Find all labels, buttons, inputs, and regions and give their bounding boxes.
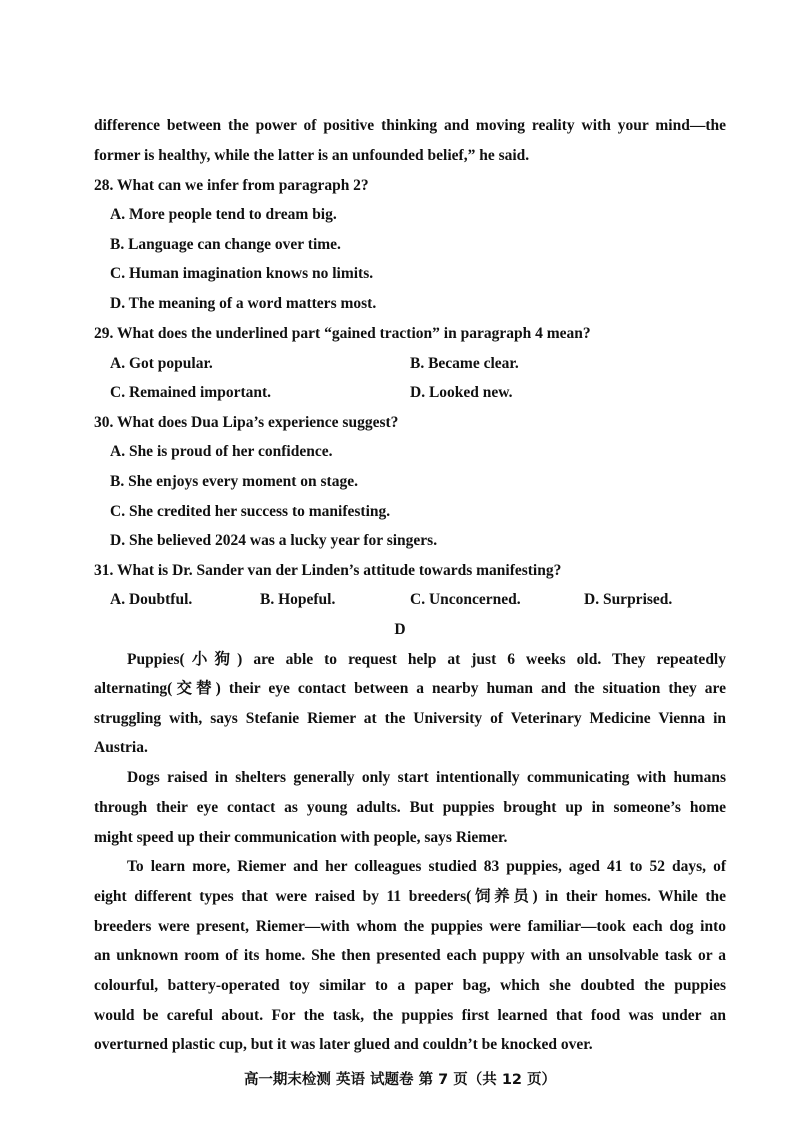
question-31-option-b: B. Hopeful. [260, 591, 336, 608]
paragraph-3-line: an unknown room of its home. She then presented each puppy with an unsolvable task or a [94, 947, 726, 964]
paragraph-1-line: struggling with, says Stefanie Riemer at the University of Veterinary Medicine Vienna in [94, 710, 726, 727]
question-30-option-b: B. She enjoys every moment on stage. [110, 473, 358, 490]
paragraph-2-line: through their eye contact as young adults. But puppies brought up in someone’s home [94, 799, 726, 816]
question-29-option-b: B. Became clear. [410, 355, 519, 372]
question-29-options-row1 [110, 354, 730, 374]
question-28-option-b: B. Language can change over time. [110, 236, 341, 253]
question-30-option-d: D. She believed 2024 was a lucky year for singers. [110, 532, 438, 549]
paragraph-3-line: colourful, battery-operated toy similar to a paper bag, which she doubted the puppies [94, 977, 726, 994]
question-29-options-row2 [110, 383, 730, 403]
paragraph-2-line: Dogs raised in shelters generally only start intentionally communicating with humans [127, 769, 726, 786]
passage-text-line: difference between the power of positive thinking and moving reality with your mind—the [94, 117, 726, 134]
paragraph-1-line: alternating(交替) their eye contact between a nearby human and the situation they are [94, 680, 726, 697]
question-29-option-c: C. Remained important. [110, 384, 272, 401]
paragraph-3-line: would be careful about. For the task, the puppies first learned that food was under an [94, 1007, 726, 1024]
page-footer: 高一期末检测 英语 试题卷 第 7 页（共 12 页） [243, 1072, 557, 1088]
section-heading: D [394, 621, 406, 638]
question-30-option-a: A. She is proud of her confidence. [110, 443, 333, 460]
question-28-stem: 28. What can we infer from paragraph 2? [94, 177, 369, 194]
question-28-option-d: D. The meaning of a word matters most. [110, 295, 377, 312]
paragraph-3-line: breeders were present, Riemer—with whom the puppies were familiar—took each dog into [94, 918, 726, 935]
paragraph-3-line: eight different types that were raised by 11 breeders(饲养员) in their homes. While the [94, 888, 726, 905]
passage-text-line: former is healthy, while the latter is an unfounded belief,” he said. [94, 147, 530, 164]
question-31-option-a: A. Doubtful. [110, 591, 193, 608]
question-31-option-d: D. Surprised. [584, 591, 673, 608]
question-30-stem: 30. What does Dua Lipa’s experience suggest? [94, 414, 399, 431]
paragraph-3-line: To learn more, Riemer and her colleagues studied 83 puppies, aged 41 to 52 days, of [127, 858, 726, 875]
paragraph-3-line: overturned plastic cup, but it was later glued and couldn’t be knocked over. [94, 1036, 593, 1053]
question-31-option-c: C. Unconcerned. [410, 591, 521, 608]
question-29-option-d: D. Looked new. [410, 384, 513, 401]
paragraph-1-line: Austria. [94, 739, 148, 756]
paragraph-2-line: might speed up their communication with people, says Riemer. [94, 829, 508, 846]
question-29-option-a: A. Got popular. [110, 355, 213, 372]
question-29-stem: 29. What does the underlined part “gained traction” in paragraph 4 mean? [94, 325, 591, 342]
paragraph-1-line: Puppies(小狗) are able to request help at just 6 weeks old. They repeatedly [127, 651, 726, 668]
question-31-stem: 31. What is Dr. Sander van der Linden’s attitude towards manifesting? [94, 562, 562, 579]
question-30-option-c: C. She credited her success to manifesting. [110, 503, 391, 520]
question-28-option-c: C. Human imagination knows no limits. [110, 265, 374, 282]
question-28-option-a: A. More people tend to dream big. [110, 206, 337, 223]
